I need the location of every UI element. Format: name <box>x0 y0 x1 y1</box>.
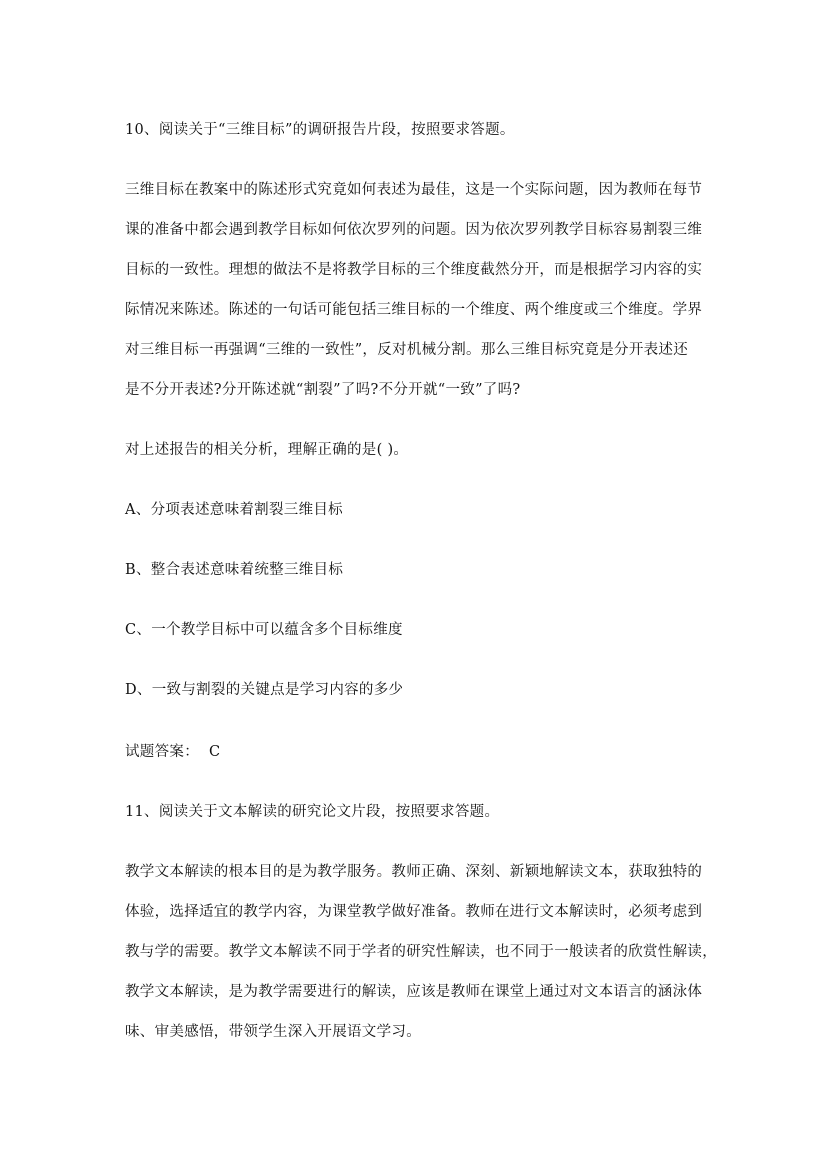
option-c: C、一个教学目标中可以蕴含多个目标维度 <box>125 622 403 638</box>
question-10-passage-line-1: 三维目标在教案中的陈述形式究竟如何表述为最佳，这是一个实际问题，因为教师在每节 <box>125 182 703 198</box>
question-10-passage-line-5: 对三维目标一再强调“三维的一致性”，反对机械分割。那么三维目标究竟是分开表述还 <box>125 342 689 358</box>
question-11-passage-line-4: 教学文本解读，是为教学需要进行的解读，应该是教师在课堂上通过对文本语言的涵泳体 <box>125 984 703 1000</box>
option-d: D、一致与割裂的关键点是学习内容的多少 <box>125 682 404 698</box>
question-11-title: 11、阅读关于文本解读的研究论文片段，按照要求答题。 <box>125 804 500 820</box>
option-b: B、整合表述意味着统整三维目标 <box>125 562 344 578</box>
question-10-title: 10、阅读关于“三维目标”的调研报告片段，按照要求答题。 <box>125 122 515 138</box>
question-11-passage-line-1: 教学文本解读的根本目的是为教学服务。教师正确、深刻、新颖地解读文本，获取独特的 <box>125 864 703 880</box>
question-10-passage-line-6: 是不分开表述?分开陈述就“割裂”了吗?不分开就“一致”了吗? <box>125 382 521 398</box>
option-a: A、分项表述意味着割裂三维目标 <box>125 502 343 518</box>
question-11-passage-line-2: 体验，选择适宜的教学内容，为课堂教学做好准备。教师在进行文本解读时，必须考虑到 <box>125 904 703 920</box>
question-10-prompt: 对上述报告的相关分析，理解正确的是( )。 <box>125 442 409 458</box>
answer-label: 试题答案： <box>125 744 199 760</box>
question-10-passage-line-4: 际情况来陈述。陈述的一句话可能包括三维目标的一个维度、两个维度或三个维度。学界 <box>125 302 703 318</box>
question-11-passage-line-5: 味、审美感悟，带领学生深入开展语文学习。 <box>125 1024 421 1040</box>
question-11-passage-line-3: 教与学的需要。教学文本解读不同于学者的研究性解读，也不同于一般读者的欣赏性解读， <box>125 944 717 960</box>
question-10-passage-line-3: 目标的一致性。理想的做法不是将教学目标的三个维度截然分开，而是根据学习内容的实 <box>125 262 703 278</box>
question-10-passage-line-2: 课的准备中都会遇到教学目标如何依次罗列的问题。因为依次罗列教学目标容易割裂三维 <box>125 222 703 238</box>
answer-value: C <box>209 744 221 760</box>
answer-row <box>125 742 705 762</box>
